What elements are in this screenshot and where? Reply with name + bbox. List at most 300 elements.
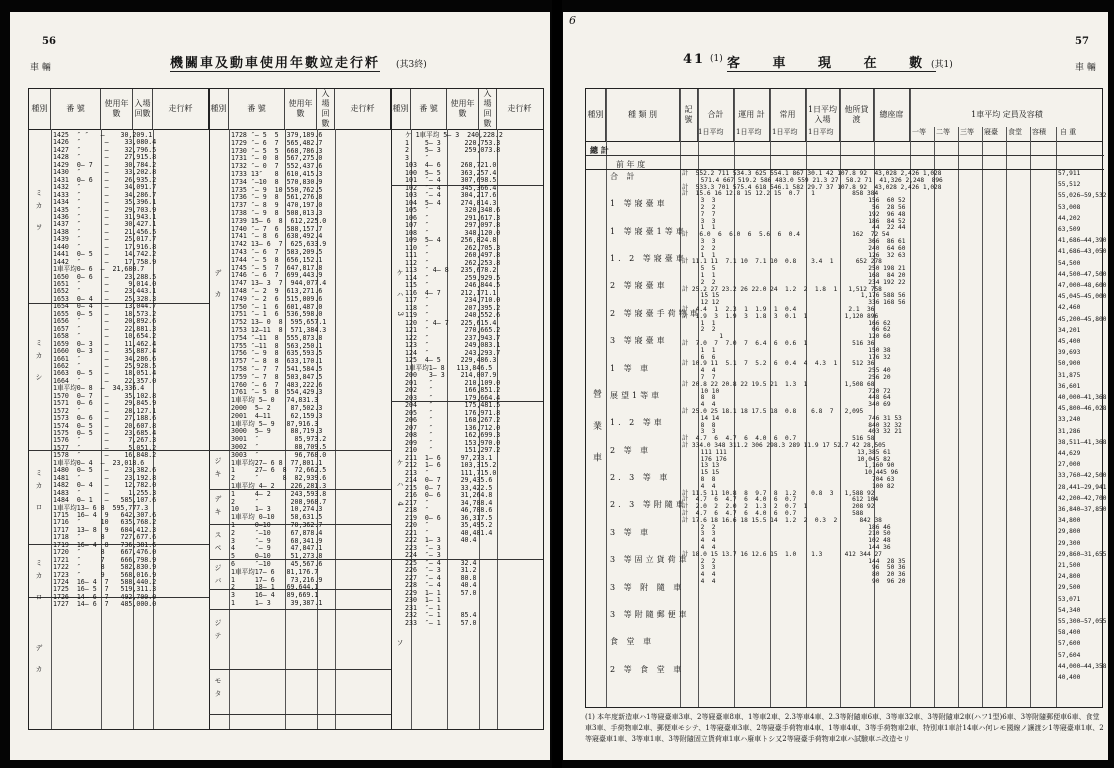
table-row: 14 14 746 31 53 [682,414,902,422]
table-row: 1663 0— 5 — 18,051.4 [53,369,157,378]
header-seats: 總座席 [874,89,910,141]
table-row: 120 ″ 4— 7 225,615.4 [405,318,497,327]
table-row: 1441 0— 5 — 14,742.2 [53,250,157,259]
table-row: 1車平均0— 6 — 21,680.7 [53,265,145,274]
table-row: 3000 5— 9 88,719.3 [231,427,323,436]
table-row: 1574 0— 5 — 20,607.8 [53,421,157,430]
table-row: 1434 ″ — 35,396.1 [53,198,157,207]
category-label: 3 等固立貨荷車 [610,555,690,565]
weight-value: 29,800 [1058,528,1081,536]
table-row: 1429 0— 7 — 30,784.2 [53,160,157,169]
row-divider [586,155,1104,156]
table-row: 1729 ″— 6 7 565,482.7 [231,138,323,147]
table-row: 計 20.8 22 20.8 22 19.5 21 1.3 1 1,508 68 [682,380,875,388]
table-row: 1759 ″— 7 8 503,847.5 [231,372,323,381]
table-row: 214 0— 7 29,435.6 [405,476,493,484]
table-row: 1車平均13— 6 8 595,777.3 [53,503,149,512]
category-label: 2 等 車 [610,445,652,455]
table-row: 212 1— 6 103,315.2 [405,461,497,469]
weight-value: 24,800 [1058,573,1081,581]
table-row: 118 ″ 207,395.2 [405,303,501,312]
table-row: 2 2 66 62 [682,326,891,334]
weight-value: 39,693 [1058,349,1081,357]
table-row: 計 7.0 7 7.0 7 6.4 6 0.6 1 516 36 [682,340,875,347]
table-row: 計 18.0 15 13.7 16 12.6 15 1.0 1.3 412 344 27 [682,550,882,558]
table-row: 計 1.9 3 1.9 3 1.8 3 0.1 1 1,120 896 [682,312,879,320]
table-row: 221 ″ 40,481.4 [405,528,493,537]
table-row: 203 ″ 179,664.4 [405,393,501,402]
weight-value: 34,201 [1058,326,1081,334]
table-row: 1481 ″ — 23,192.8 [53,473,157,482]
table-row: 1438 ″ — 21,456.5 [53,227,157,236]
table-row: 1車平均27— 6 8 77,801.1 [231,458,323,467]
table-row: 223 ″— 3 [405,543,441,552]
table-row: 8 8 840 32 32 [682,421,902,429]
table-row: 6 6 176 32 [682,353,891,361]
group-label: モタ [214,677,222,703]
table-row: 1722 ″ 8 582,830.9 [53,563,157,572]
subhead: 1日平均 [808,128,834,136]
left-title-note: (其3終) [396,60,427,70]
subhead: 容積 [1032,128,1046,136]
table-row: 220 ″ 35,495.2 [405,521,493,529]
table-row: 計 11.1 11 7.1 10 7.1 10 0.8 3.4 1 652 278 [682,258,882,266]
header-number: 番 號 [51,89,101,129]
table-row: 1433 ″ — 34,286.7 [53,190,157,199]
right-page [563,12,1108,760]
header-subrow [698,127,1104,141]
table-row: 4 ″— 9 47,847.1 [231,544,323,553]
weight-value: 45,200—45,800 [1058,315,1107,323]
header-operating: 運用 計 [734,89,770,141]
table-row: 1745 ″— 5 7 647,817.8 [231,263,323,272]
table-row: 15 15 10,445 96 [682,469,899,477]
table-row: 1751 ″— 1 6 536,598.0 [231,310,323,319]
business-car-label: 營 業 車 [591,389,601,472]
table-row: 1車平均17— 6 81,176.7 [231,567,319,576]
table-row: 3003 ″ 96,768.0 [231,450,327,459]
table-row: 1660 0— 3 — 35,887.4 [53,347,157,356]
header-years-3: 使用年數 [447,89,479,129]
table-row: 4 4 102 48 [682,537,891,545]
weight-value: 54,500 [1058,259,1081,267]
category-label: 1 等寢臺1等車 [610,226,687,236]
weight-value: 29,860—31,655 [1058,550,1107,558]
table-row: 100 5— 5 363,257.4 [405,168,497,177]
weight-value: 44,000—44,358 [1058,662,1107,670]
footnote: (1) 本年度新造車ハ1等寢臺車3車、2等寢臺車8車、1等車2車、2.3等車4車、2.3等附隨車6車、3等車32車、3等附隨車2車(ハフ1型)6車、3等附隨郵便車6車、食堂車3車、手荷物車2車、郵便車モシテ、1等寢臺車3車、2等寢臺手荷物車4車、1等車4車、3等手荷物車2車、特別車1車計14車ハ何レモ國線ノ讓渡シ1等寢臺車1車、2等寢臺車1車、3等車1車、3等附隨固立貨荷車1車ハ廢車トシ又2等寢臺手荷物車2車ハ試驗車ニ改造セリ [585,713,1104,743]
table-row: 106 ″ 291,617.3 [405,213,501,222]
subhead: 寢臺 [984,128,998,136]
category-label: 3 等 附 隨 車 [610,582,685,592]
table-row: 230 1— 1 [405,596,441,604]
table-row: 計 334.0 348 311.2 306 298.3 289 11.9 17 52.7 42 28,505 [682,442,886,449]
rule [229,129,230,729]
weight-value: 34,800 [1058,517,1081,525]
table-row: 206 ″ 168,267.2 [405,416,501,424]
category-label: 1. 2 等車 [610,418,665,428]
header-shop-visits-3: 入場回數 [479,89,497,129]
weight-value: 63,509 [1058,226,1081,233]
title-part: (其1) [931,60,953,70]
table-row: 1439 ″ — 25,017.7 [53,235,157,244]
margin-mark: 6 [569,14,576,27]
table-row: 2 5— 3 259,073.8 [405,146,501,154]
table-row: 1 1 166 62 [682,319,891,327]
table-row: 1 120 60 [682,333,891,341]
group-label: ソ [396,639,404,652]
table-row: 5 0—10 51,273.8 [231,552,323,561]
table-row: 226 ″— 3 31.2 [405,566,477,574]
weight-value: 36,601 [1058,382,1081,390]
table-row: 15 15 1,176 588 56 [682,292,906,300]
table-row: 3 ″— 9 68,341.9 [231,536,323,545]
table-row: 1736 ″— 9 8 561,276.8 [231,193,323,202]
table-row: 1431 0— 6 — 26,935.2 [53,175,157,184]
table-row: 2000 5— 2 87,502.3 [231,404,323,412]
table-row: 1430 ″ — 33,202.8 [53,168,157,177]
table-row: 1437 ″ — 30,427.1 [53,220,157,229]
category-label: 1 等寢臺車 [610,199,668,209]
table-row: 1578 ″ — 16,848.2 [53,451,157,460]
weight-value: 31,286 [1058,427,1081,435]
left-data-table [28,88,544,730]
table-row: 計 15.6 16 12.8 15 12.2 15 0.7 1 858 384 [682,190,879,198]
table-row: 1757 ″— 8 8 633,170.1 [231,357,323,366]
table-row: 1656 ″ — 20,892.6 [53,317,157,326]
table-row: 1 1 150 38 [682,346,891,354]
table-row: 1車平均0— 8 — 34,336.4 [53,384,145,393]
table-row: 1435 ″ — 29,703.9 [53,205,157,214]
table-row: 1車平均 4— 2 226,281.3 [231,482,327,490]
weight-value: 44,202 [1058,214,1081,222]
group-label: ミカ シ [35,339,43,387]
table-row: 1575 0— 5 — 23,685.4 [53,429,157,437]
table-row: 1 1 44 22 44 [682,224,906,232]
table-row: 1741 ″— 8 6 638,492.4 [231,232,323,241]
table-row: 12 12 336 168 56 [682,299,906,307]
table-row: 1743 ″— 6 7 583,209.5 [231,248,323,256]
table-row: 1761 ″— 5 8 554,429.3 [231,388,323,397]
table-row: 1440 ″ — 17,916.8 [53,242,157,251]
left-page-title: 機關車及動車使用年數竝走行粁 [170,52,380,72]
right-page-number: 57 [1075,36,1089,47]
table-row: 213 ″ 111,715.0 [405,468,497,477]
table-row: 1733 13″ 8 610,415.3 [231,170,323,178]
header-number-3: 番 號 [411,89,447,129]
table-row: 10 10 720 72 [682,387,891,395]
table-row: 1655 0— 5 — 18,573.2 [53,309,157,318]
table-row: 1442 ″ — 17,758.9 [53,257,157,266]
table-row: 1739 15— 6 8 612,225.0 [231,216,327,225]
table-row: 3001 ″ 85,973.2 [231,435,327,444]
header-capacity: 1車平均 定員及容積 [971,110,1043,119]
group-label: ミカ ロ [35,469,43,517]
table-row: 1742 13— 6 7 625,633.9 [231,240,327,249]
table-row: 121 ″ 270,665.2 [405,326,501,334]
table-row: 107 ″ 297,097.8 [405,221,501,229]
group-label: デ カ [35,644,43,679]
header-years-2: 使用年數 [285,89,317,129]
subhead: 二等 [936,128,950,136]
table-row: 224 ″— 3 [405,551,441,559]
group-label: ケ ハ 3 [396,269,404,322]
table-row: 1735 ″— 9 10 550,762.5 [231,185,323,194]
group-label: ジテ [214,619,222,645]
header-type: 種別 [29,89,51,129]
weight-value: 53,071 [1058,595,1081,603]
table-row: 5 5 250 198 21 [682,265,906,273]
table-row: 1483 ″ — 1,255.3 [53,488,157,497]
table-row: 176 176 10,045 82 [682,455,891,463]
table-row: 2 2 234 192 22 [682,278,906,286]
weight-value: 28,441—29,941 [1058,483,1107,491]
table-row: 3 3 366 86 61 [682,238,906,245]
table-row: 111 111 13,385 61 [682,448,891,456]
table-row: 571.4 667 519.2 586 483.0 559 21.3 27 58.2 71 41,326 2,248 896 [682,176,943,184]
table-row: 1 0—10 70,362.7 [231,521,323,529]
category-label: 2 等寢臺手荷物車 [610,308,701,318]
table-row: 215 0— 7 33,422.5 [405,483,493,492]
table-row: 1651 ″ — 9,014.0 [53,280,157,288]
table-row: 計 533.3 701 575.4 618 546.1 582 29.7 37 107.8 92 43,028 2,426 1,028 [682,183,942,191]
table-row: 210 ″ 151,297.2 [405,446,501,454]
header-shop: 1日平均 入場 [806,89,840,141]
weight-value: 41,686—44,390 [1058,237,1107,245]
weight-value: 54,340 [1058,606,1081,614]
table-row: 3002 ″ 88,709.5 [231,443,327,451]
table-row: 1747 13— 3 7 944,077.4 [231,279,327,288]
table-row: 1654 0— 4 — 13,044.7 [53,302,157,311]
table-row: 104 5— 4 274,814.3 [405,198,497,207]
table-row: 計 552.2 711 534.3 625 554.1 867 30.1 42 107.8 92 43,028 2,426 1,028 [682,170,942,177]
table-row: 218 ″ 46,788.6 [405,506,493,514]
table-row: 1658 ″ — 10,654.2 [53,332,157,341]
table-row: 116 4— 7 212,171.1 [405,288,497,297]
table-row: 1 1 126 32 63 [682,251,906,259]
header-type-3: 種別 [391,89,411,129]
table-row: 1726 14— 6 7 492,700.0 [53,592,157,601]
table-row: 1752 13— 0 8 595,657.1 [231,318,327,327]
table-row: 1720 ″ 8 667,476.0 [53,548,157,557]
table-row: 1727 14— 6 7 485,000.0 [53,600,157,609]
table-row: 3 16— 4 89,669.1 [231,591,319,600]
table-row: 1 1 168 84 20 [682,272,906,279]
table-row: 1車平均 5— 9 87,916.3 [231,419,319,428]
table-row: 13 13 1,160 90 [682,462,895,470]
table-row: 計 4.7 6 4.7 6 4.0 6 0.7 516 58 [682,435,875,443]
table-row: 229 1— 1 57.0 [405,588,477,597]
table-row: 計 6.0 6 6.0 6 5.6 6 0.4 162 72 54 [682,231,890,239]
table-row: 2 2 144 28 35 [682,557,906,565]
header-type: 種別 [586,89,606,141]
table-row: 1570 0— 7 — 35,102.8 [53,391,157,400]
table-row: 1723 ″ 9 568,016.9 [53,570,157,579]
table-row: 1571 0— 6 — 29,845.9 [53,399,157,408]
table-row: 8 8 704 63 [682,476,895,483]
table-row: 1715 16— 4 9 642,307.6 [53,510,157,519]
table-row: 1746 ″— 6 7 699,443.9 [231,271,323,280]
weight-value: 57,911 [1058,170,1081,177]
header-number-2: 番 號 [229,89,285,129]
table-row: 115 ″ 246,844.5 [405,281,501,289]
table-row: 207 ″ 136,712.0 [405,423,501,432]
header-years: 使用年數 [101,89,133,129]
rule [1030,127,1031,707]
table-row: 102 ″— 4 345,366.4 [405,183,497,192]
category-label: 1. 2 等寢臺車 [610,254,687,264]
header-mark: 記 號 [680,89,698,141]
table-row: 2 18— 1 69,644.1 [231,583,319,592]
table-row: 1718 ″ 8 727,677.6 [53,533,157,542]
rule [1056,127,1057,707]
table-row: 225 ″— 4 32.4 [405,558,477,567]
subhead: 食堂 [1008,128,1022,136]
category-label: 2 等寢臺車 [610,281,668,291]
weight-value: 21,500 [1058,562,1081,569]
table-row: 1 4— 2 243,593.8 [231,489,327,498]
table-row: 1480 0— 5 — 23,382.6 [53,466,157,475]
table-row: 108 ″ 348,120.0 [405,228,501,237]
table-row: 3 3 186 84 52 [682,217,906,225]
header-lent: 他所貸渡 [840,89,874,141]
table-row: 111 ″ 260,497.8 [405,251,501,259]
table-row: 1750 ″— 1 6 601,487.0 [231,302,323,311]
table-row: 3 3 156 60 52 [682,197,906,205]
category-label: 食 堂 車 [610,637,655,647]
table-row: 1754 ″—11 8 555,873.8 [231,333,323,342]
table-row: 計 4.7 6 4.7 6 4.0 6 0.7 612 104 [682,496,879,504]
table-row: 1738 ″— 9 8 508,013.3 [231,209,323,217]
header-km-2: 走行粁 [335,89,391,129]
table-row: 4 4 255 40 [682,367,891,375]
subhead: 三等 [960,128,974,136]
table-row: 103 4— 6 268,721.0 [405,161,497,169]
header-total: 合計 [698,89,734,141]
table-row: 1484 0— 1 — 585,107.6 [53,496,157,505]
category-label: 3 等 車 [610,527,652,537]
weight-value: 55,026—59,532 [1058,192,1107,200]
group-label: ミカ ヲ [35,189,43,237]
table-row: 1576 ″ — 7,267.3 [53,436,157,445]
weight-value: 29,500 [1058,584,1081,592]
table-row: 101 ″— 4 307,698.5 [405,176,497,184]
table-row: 1662 ″ — 25,928.5 [53,361,157,370]
table-row: 119 ″ 240,552.6 [405,311,501,319]
table-row: 1車平均0— 4 — 23,018.6 [53,458,145,467]
table-row: 1748 ″— 2 9 613,271.6 [231,287,323,295]
left-page-number: 56 [42,36,56,47]
table-row: 1482 0— 4 — 12,782.0 [53,481,157,490]
weight-value: 50,900 [1058,360,1081,368]
table-row: 1716 ″ 10 635,768.2 [53,518,157,527]
category-label: 1 等 車 [610,363,652,373]
table-row: 125 4— 5 229,486.3 [405,356,497,364]
table-row: 228 ″— 4 40.4 [405,581,477,589]
right-data-table [585,88,1107,708]
rule [51,129,52,729]
table-row: 計 2.0 2 2.0 2 1.3 2 0.7 1 208 92 [682,503,875,511]
table-row: 123 ″ 249,083.1 [405,341,501,349]
table-row: ケ 1車平均 5— 3 240,228.2 [405,131,503,139]
rule [335,129,336,729]
total-label: 總 計 [590,145,609,155]
table-row: 1664 ″ — 22,357.0 [53,376,157,385]
weight-value: 45,045—45,000 [1058,293,1107,301]
weight-value: 40,000—41,368 [1058,394,1107,401]
table-row: 205 ″ 176,971.8 [405,408,501,417]
weight-value: 41,686—43,050 [1058,248,1107,256]
table-row: 200 3— 3 214,007.9 [405,371,497,379]
table-row: 1 17— 6 73,216.9 [231,575,323,584]
table-row: 1 5— 3 220,753.3 [405,138,501,147]
table-row: 231 ″— 1 [405,603,441,612]
table-row: 8 8 448 64 [682,394,891,402]
table-row: 122 ″ 237,943.7 [405,333,501,342]
table-row: 1661 ″ — 34,286.6 [53,354,157,363]
table-row: 2 ″ 208,968.7 [231,497,327,506]
weight-value: 53,008 [1058,203,1081,211]
page-gutter [552,0,562,768]
category-label: 3 等附隨郵便車 [610,609,690,619]
table-row: 計 4.7 6 4.7 6 4.0 6 0.7 588 [682,510,864,517]
table-row: 1737 ″— 8 9 470,197.0 [231,201,323,210]
table-row: 1652 ″ — 23,443.1 [53,287,157,296]
table-row: 4 4 144 36 [682,544,891,551]
table-row: 1577 ″ — 5,051.2 [53,443,157,452]
table-row: 124 ″ 243,293.7 [405,348,501,357]
left-page [10,12,550,760]
category-label: 合 計 [610,172,638,181]
table-row: 208 ″ 162,699.3 [405,431,501,439]
table-row: 4 4 100 82 [682,482,895,490]
category-label: 展望1等車 [610,390,663,400]
table-row: 1753 12—11 8 571,384.3 [231,326,327,334]
header-type-2: 種別 [209,89,229,129]
table-row: 1740 ″— 7 6 588,157.7 [231,224,323,233]
category-label: 3 等寢臺車 [610,336,668,346]
group-label: スペ [214,531,222,557]
table-row: 2 2 240 64 60 [682,244,906,252]
prev-year-label: 前 年 度 [616,160,646,169]
table-row: 232 ″— 1 85.4 [405,611,477,619]
table-row: 1719 16— 4 8 736,381.6 [53,540,157,549]
table-row: 計 10.9 11 5.1 7 5.2 6 0.4 4 4.3 1 512 36 [682,360,875,368]
table-row: 計 17.6 18 16.6 18 15.5 14 1.2 2 0.3 2 842 38 [682,516,882,524]
weight-value: 44,629 [1058,450,1081,457]
header-km: 走行粁 [153,89,209,129]
table-row: 1724 16— 4 7 588,440.2 [53,578,157,586]
group-label: デキ [214,495,222,521]
table-note: (1) [710,54,723,64]
table-row: 209 ″ 153,970.0 [405,438,501,447]
subhead: 自 重 [1060,128,1077,136]
table-row: 217 ″ 34,788.4 [405,498,493,507]
table-row: 7 7 256 20 [682,374,891,381]
table-row: 1731 ″— 0 8 567,275.0 [231,154,323,163]
weight-value: 55,300—57,055 [1058,618,1107,625]
subhead: 1日平均 [698,128,724,136]
table-row: 3 3 210 50 [682,530,891,538]
table-row: 6 ″—10 45,567.6 [231,560,323,568]
group-divider [209,609,391,610]
table-row: 計 11.5 11 10.8 8 9.7 8 1.2 0.8 3 1,588 92 [682,489,875,497]
table-row: 4 4 340 69 [682,401,891,409]
table-row: 10 1— 3 10,274.3 [231,505,323,514]
weight-value: 45,400 [1058,338,1081,345]
table-row: 201 ″ 210,109.0 [405,378,501,387]
table-row: 1426 ″ — 33,080.4 [53,138,157,147]
